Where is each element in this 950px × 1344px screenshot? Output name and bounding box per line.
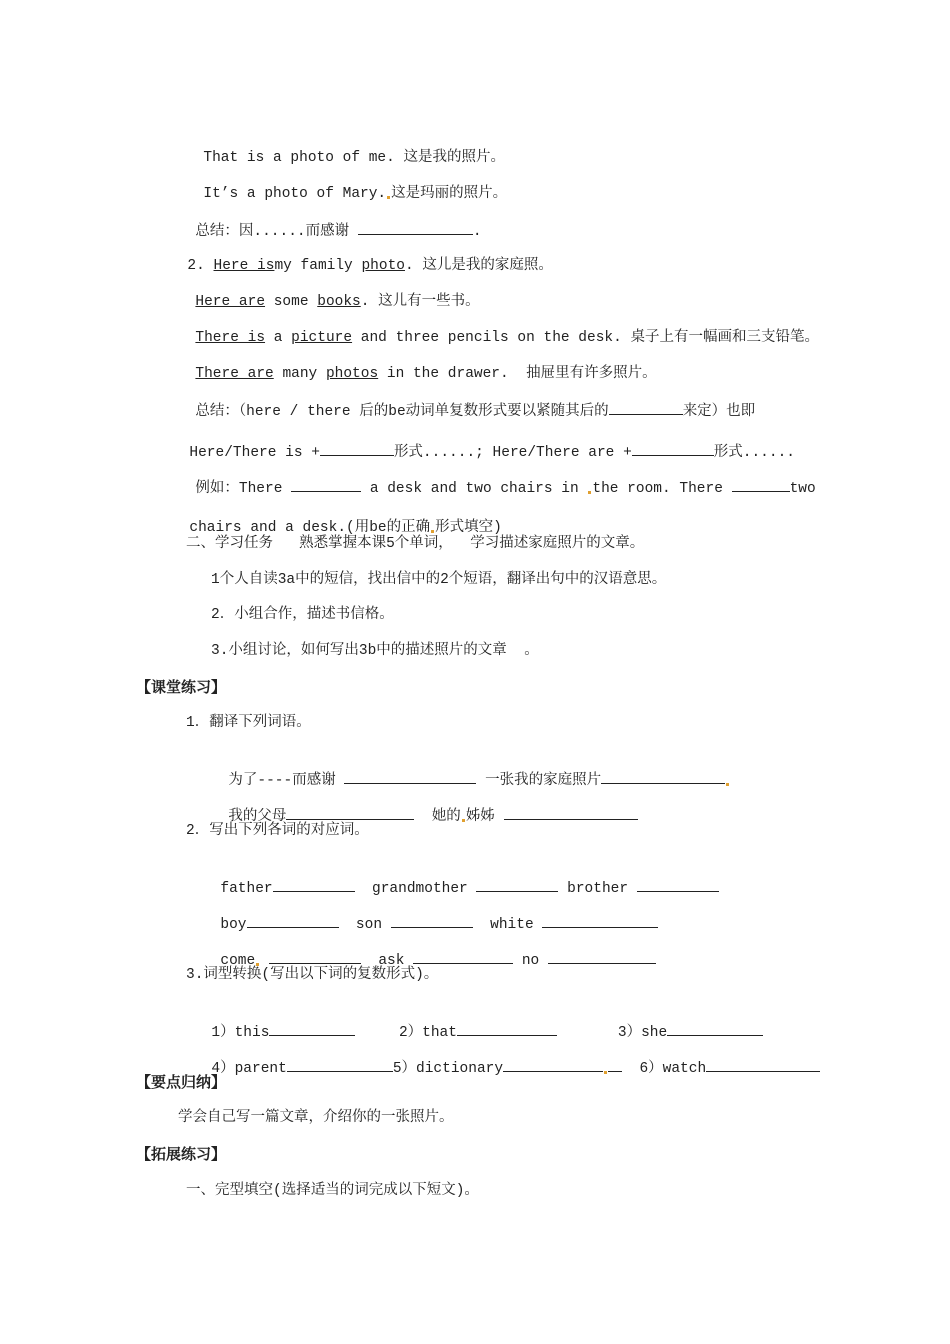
task-item-1: 1个人自读3a中的短信，找出信中的2个短语，翻译出句中的汉语意思。 <box>211 572 667 588</box>
word: ask <box>378 953 405 969</box>
example-text: the room. There <box>592 481 723 497</box>
prompt-text: 为了----而感谢 <box>228 773 336 789</box>
underlined-word: photos <box>325 366 379 382</box>
fill-blank[interactable] <box>358 220 473 235</box>
fill-blank[interactable] <box>269 949 361 964</box>
word: come <box>220 953 256 969</box>
fill-blank[interactable] <box>548 949 656 964</box>
fill-blank[interactable] <box>273 877 355 892</box>
plain-text: and three pencils on the desk. <box>360 330 622 346</box>
item-number: 2. <box>187 258 205 274</box>
fill-blank[interactable] <box>732 477 790 492</box>
example-text: chairs and a desk.(用be的正确 <box>189 520 431 536</box>
word: son <box>355 917 383 933</box>
fill-blank[interactable] <box>609 400 683 415</box>
practice-q3: 3.词型转换(写出以下词的复数形式)。 <box>186 967 439 983</box>
underlined-word: photo <box>361 258 405 274</box>
summary-line-1: 总结：因......而感谢 . <box>178 200 482 242</box>
form-text: 形式...... <box>713 445 795 461</box>
fill-blank[interactable] <box>601 769 725 784</box>
underlined-phrase: Here are <box>195 294 266 310</box>
summary-line-2 <box>178 380 755 422</box>
example-sentence-6 <box>178 344 657 384</box>
underlined-phrase: There is <box>195 330 266 346</box>
mark-dot <box>462 819 465 822</box>
plain-text: in the drawer. <box>386 366 509 382</box>
fill-blank[interactable] <box>247 913 339 928</box>
word: grandmother <box>372 881 468 897</box>
word: 1）this <box>211 1025 270 1041</box>
word: brother <box>567 881 629 897</box>
example-en: That is a photo of me. <box>203 150 395 166</box>
mark-dot <box>604 1071 607 1074</box>
practice-heading: 【课堂练习】 <box>136 678 227 696</box>
word: no <box>521 953 540 969</box>
mark-dot <box>726 783 729 786</box>
fill-blank[interactable] <box>706 1057 820 1072</box>
fill-blank[interactable] <box>413 949 513 964</box>
example-text: 形式填空) <box>435 520 502 536</box>
example-line-2 <box>172 498 502 538</box>
fill-blank[interactable] <box>286 805 414 820</box>
mark-dot <box>588 491 591 494</box>
underlined-phrase: There are <box>195 366 274 382</box>
summary-label: 总结：因......而感谢 <box>195 224 350 240</box>
word: 3）she <box>617 1025 668 1041</box>
fill-blank[interactable] <box>542 913 658 928</box>
fill-blank[interactable] <box>637 877 719 892</box>
task-title: 二、学习任务 熟悉掌握本课5个单词， 学习描述家庭照片的文章。 <box>186 536 645 552</box>
fill-blank[interactable] <box>291 477 361 492</box>
example-text: a desk and two chairs in <box>369 481 579 497</box>
form-text: Here/There is + <box>189 445 320 461</box>
example-cn: 桌子上有一幅画和三支铅笔。 <box>630 330 820 346</box>
keypoints-text: 学会自己写一篇文章，介绍你的一张照片。 <box>178 1110 454 1126</box>
example-sentence-2 <box>186 164 507 204</box>
practice-q1: 1．翻译下列词语。 <box>186 715 311 731</box>
example-sentence-1 <box>186 128 505 168</box>
plain-text: many <box>282 366 318 382</box>
keypoints-heading: 【要点归纳】 <box>136 1073 227 1091</box>
summary-text: 总结：（here / there 后的be动词单复数形式要以紧随其后的 <box>195 404 609 420</box>
example-cn: 这儿有一些书。 <box>378 294 480 310</box>
prompt-text: 一张我的家庭照片 <box>485 773 602 789</box>
example-cn: 这是我的照片。 <box>403 150 506 166</box>
fill-blank[interactable] <box>269 1021 355 1036</box>
example-cn: 抽屉里有许多照片。 <box>526 366 657 382</box>
word: 5）dictionary <box>392 1061 504 1077</box>
fill-blank[interactable] <box>503 1057 603 1072</box>
grammar-item-2 <box>170 236 553 276</box>
prompt-text: 姊姊 <box>465 809 495 825</box>
extension-heading: 【拓展练习】 <box>136 1145 227 1163</box>
example-text: two <box>789 481 816 497</box>
plain-text: . <box>360 294 370 310</box>
plural-line-2 <box>194 1037 820 1079</box>
practice-q2: 2．写出下列各词的对应词。 <box>186 823 369 839</box>
mark-dot <box>431 530 434 533</box>
fill-blank[interactable] <box>667 1021 763 1036</box>
underlined-word: books <box>317 294 361 310</box>
fill-blank[interactable] <box>608 1057 622 1072</box>
fill-blank[interactable] <box>320 441 394 456</box>
plain-text: a <box>273 330 283 346</box>
summary-text: 来定）也即 <box>682 404 756 420</box>
fill-blank[interactable] <box>457 1021 557 1036</box>
fill-blank[interactable] <box>391 913 473 928</box>
prompt-text: 我的父母 <box>228 809 287 825</box>
example-text: 例如：There <box>195 481 283 497</box>
extension-text: 一、完型填空(选择适当的词完成以下短文)。 <box>186 1183 479 1199</box>
task-item-3: 3.小组讨论，如何写出3b中的描述照片的文章 。 <box>211 643 539 659</box>
underlined-word: picture <box>291 330 353 346</box>
word: white <box>490 917 534 933</box>
mark-dot <box>387 196 390 199</box>
prompt-text: 她的 <box>431 809 461 825</box>
fill-blank[interactable] <box>476 877 558 892</box>
example-en: It’s a photo of Mary. <box>203 186 387 202</box>
word: 2）that <box>398 1025 457 1041</box>
example-sentence-4 <box>178 272 480 312</box>
fill-blank[interactable] <box>344 769 476 784</box>
plain-text: some <box>273 294 309 310</box>
word: father <box>220 881 273 897</box>
word: boy <box>220 917 247 933</box>
word: 4）parent <box>211 1061 287 1077</box>
fill-blank[interactable] <box>287 1057 393 1072</box>
example-line <box>178 457 816 499</box>
form-text: 形式......; Here/There are + <box>393 445 632 461</box>
example-cn: 这儿是我的家庭照。 <box>422 258 553 274</box>
fill-blank[interactable] <box>632 441 714 456</box>
task-item-2: 2．小组合作，描述书信格。 <box>211 607 394 623</box>
word: 6）watch <box>639 1061 707 1077</box>
example-sentence-5 <box>178 308 819 348</box>
plain-text: my family <box>274 258 353 274</box>
plain-text: . <box>404 258 414 274</box>
example-cn: 这是玛丽的照片。 <box>391 186 508 202</box>
fill-blank[interactable] <box>504 805 638 820</box>
underlined-phrase: Here is <box>213 258 275 274</box>
